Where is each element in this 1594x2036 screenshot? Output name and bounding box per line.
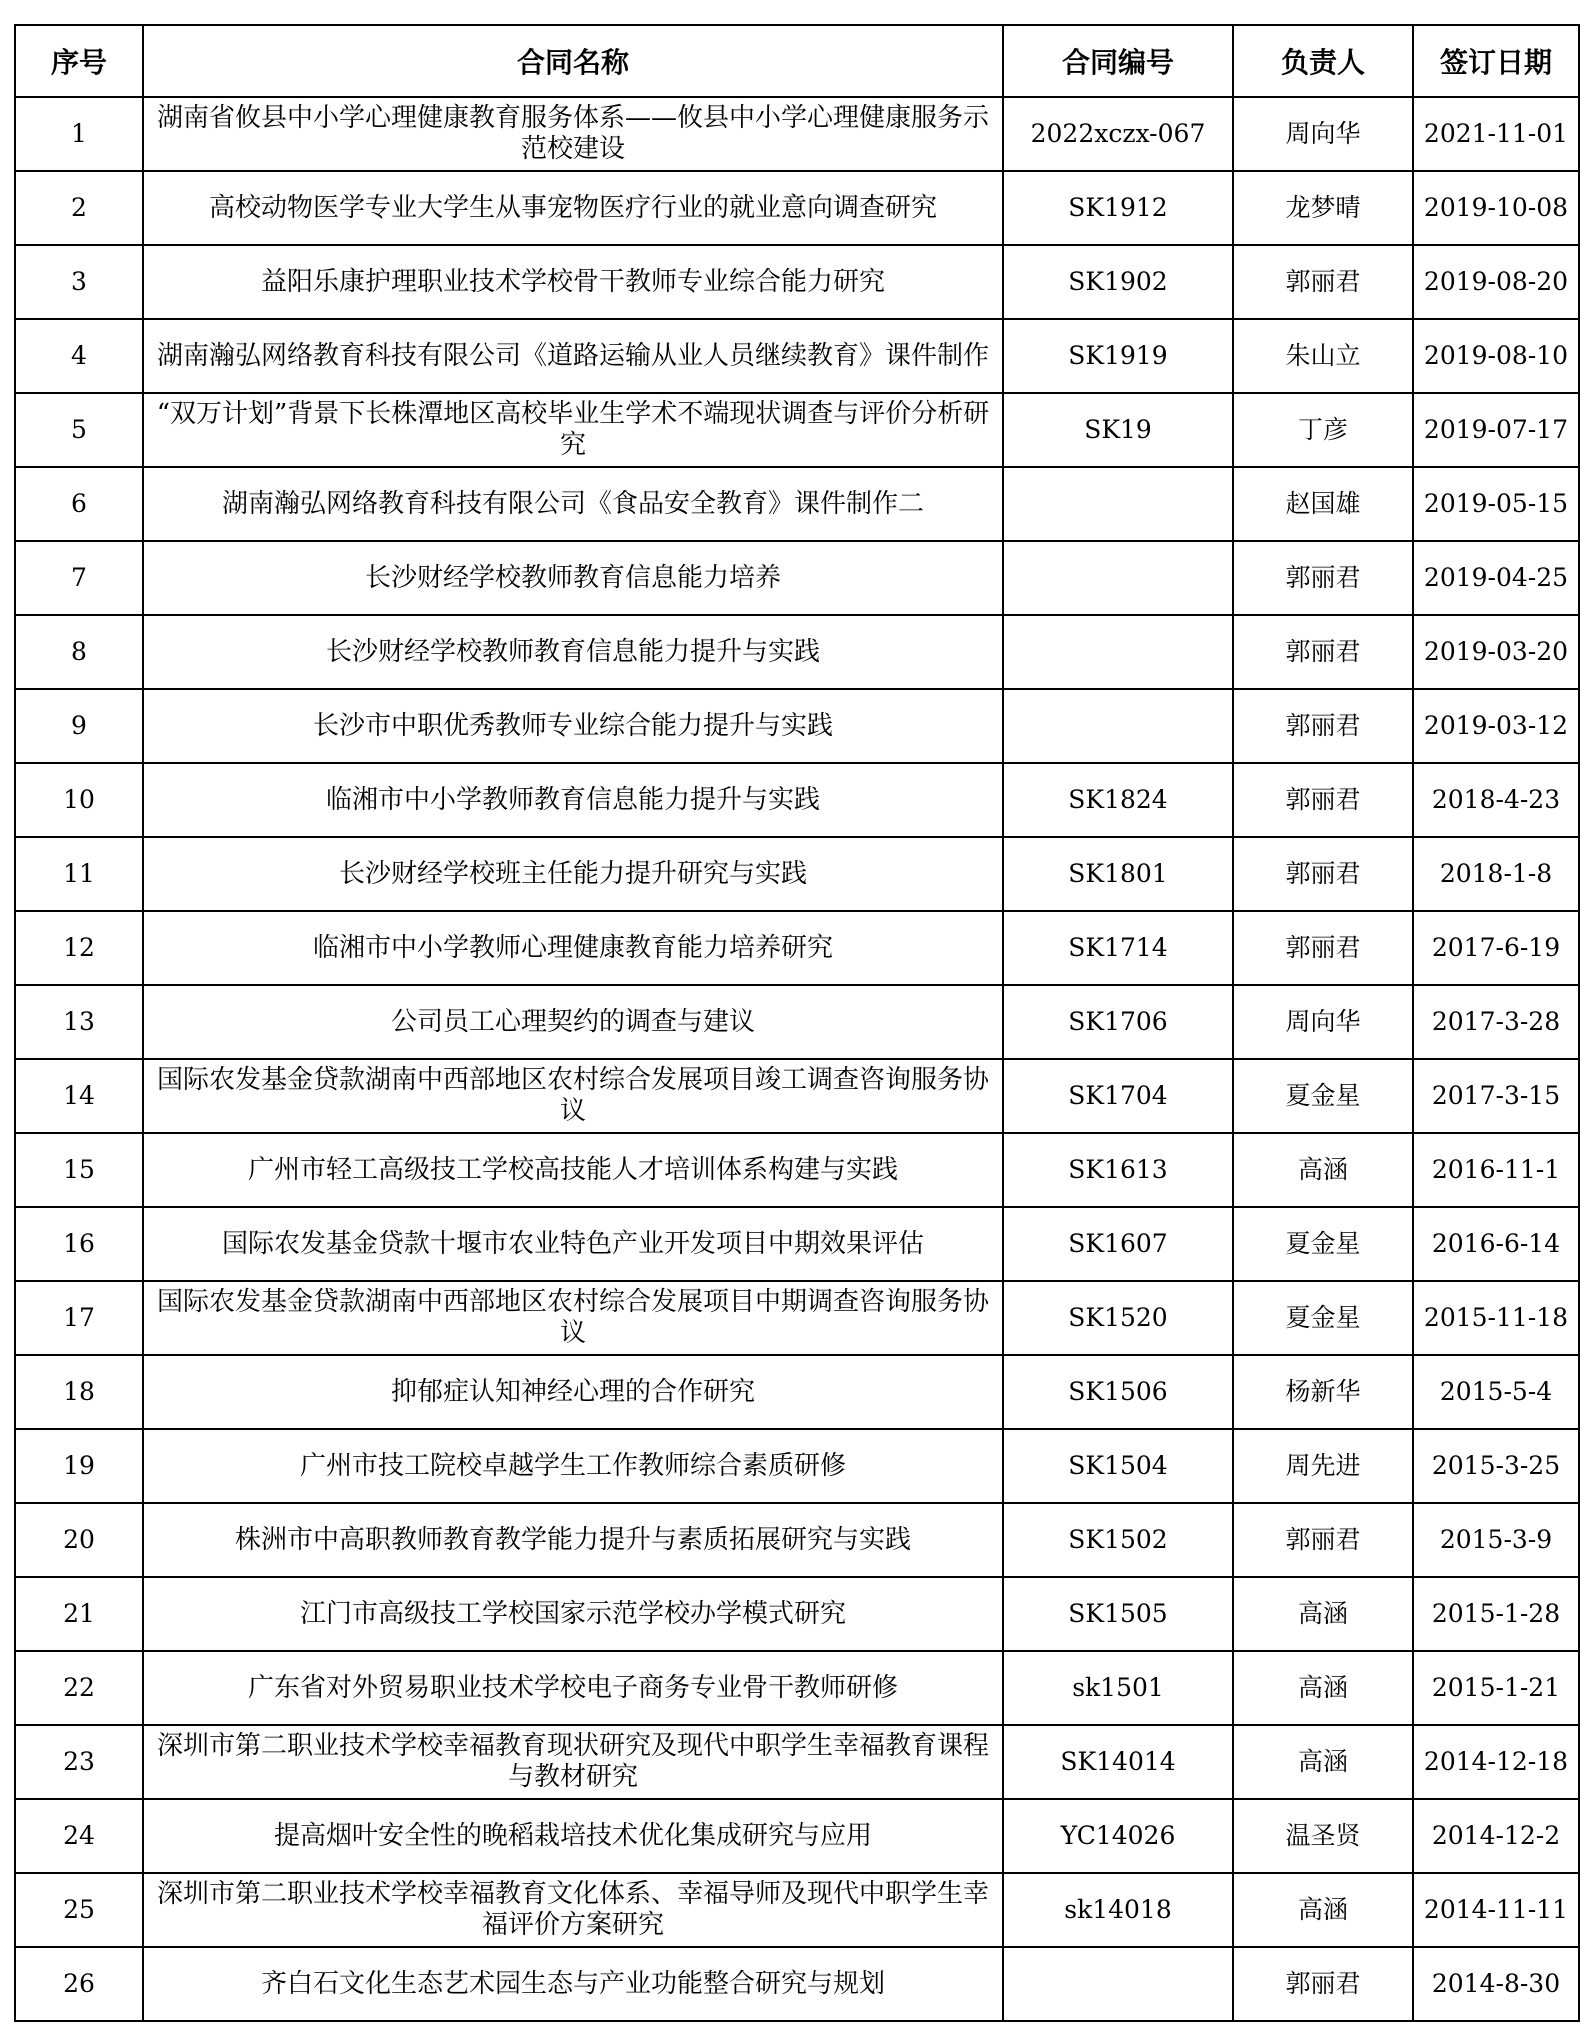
row-owner: 郭丽君: [1233, 689, 1413, 763]
row-sign-date: 2017-3-28: [1413, 985, 1579, 1059]
row-contract-number: SK14014: [1003, 1725, 1233, 1799]
table-row: [15, 1355, 1579, 1429]
row-contract-name: 湖南省攸县中小学心理健康教育服务体系——攸县中小学心理健康服务示范校建设: [143, 97, 1003, 171]
row-index: 24: [15, 1799, 143, 1873]
row-contract-number: YC14026: [1003, 1799, 1233, 1873]
row-index: 15: [15, 1133, 143, 1207]
row-owner: 郭丽君: [1233, 911, 1413, 985]
row-owner: 郭丽君: [1233, 1503, 1413, 1577]
row-contract-name: 公司员工心理契约的调查与建议: [143, 985, 1003, 1059]
table-row: [15, 615, 1579, 689]
row-owner: 朱山立: [1233, 319, 1413, 393]
row-contract-number: SK1607: [1003, 1207, 1233, 1281]
row-index: 14: [15, 1059, 143, 1133]
table-row: [15, 837, 1579, 911]
table-row: [15, 171, 1579, 245]
row-contract-name: 长沙市中职优秀教师专业综合能力提升与实践: [143, 689, 1003, 763]
row-contract-number: SK1706: [1003, 985, 1233, 1059]
row-contract-number: SK1801: [1003, 837, 1233, 911]
row-index: 17: [15, 1281, 143, 1355]
table-row: [15, 1725, 1579, 1799]
row-sign-date: 2015-1-21: [1413, 1651, 1579, 1725]
row-index: 13: [15, 985, 143, 1059]
row-contract-number: SK1520: [1003, 1281, 1233, 1355]
row-contract-name: 广东省对外贸易职业技术学校电子商务专业骨干教师研修: [143, 1651, 1003, 1725]
table-row: [15, 1429, 1579, 1503]
row-contract-number: SK1919: [1003, 319, 1233, 393]
row-owner: 温圣贤: [1233, 1799, 1413, 1873]
row-contract-number: SK1502: [1003, 1503, 1233, 1577]
row-sign-date: 2018-4-23: [1413, 763, 1579, 837]
table-row: [15, 1281, 1579, 1355]
row-contract-name: “双万计划”背景下长株潭地区高校毕业生学术不端现状调查与评价分析研究: [143, 393, 1003, 467]
table-row: [15, 1947, 1579, 2021]
row-sign-date: 2019-08-20: [1413, 245, 1579, 319]
row-owner: 赵国雄: [1233, 467, 1413, 541]
row-sign-date: 2019-05-15: [1413, 467, 1579, 541]
row-owner: 郭丽君: [1233, 245, 1413, 319]
row-contract-number: SK1505: [1003, 1577, 1233, 1651]
row-sign-date: 2016-6-14: [1413, 1207, 1579, 1281]
row-sign-date: 2015-1-28: [1413, 1577, 1579, 1651]
table-row: [15, 393, 1579, 467]
row-index: 18: [15, 1355, 143, 1429]
row-contract-number: 2022xczx-067: [1003, 97, 1233, 171]
row-index: 22: [15, 1651, 143, 1725]
header-contract-name: 合同名称: [143, 25, 1003, 97]
row-index: 7: [15, 541, 143, 615]
row-sign-date: 2021-11-01: [1413, 97, 1579, 171]
row-contract-number: [1003, 1947, 1233, 2021]
row-index: 16: [15, 1207, 143, 1281]
row-contract-number: SK1704: [1003, 1059, 1233, 1133]
table-row: [15, 911, 1579, 985]
row-contract-name: 长沙财经学校班主任能力提升研究与实践: [143, 837, 1003, 911]
row-owner: 高涵: [1233, 1133, 1413, 1207]
row-owner: 郭丽君: [1233, 615, 1413, 689]
table-row: [15, 1207, 1579, 1281]
row-sign-date: 2015-3-9: [1413, 1503, 1579, 1577]
row-index: 6: [15, 467, 143, 541]
table-row: [15, 763, 1579, 837]
row-contract-number: SK19: [1003, 393, 1233, 467]
row-contract-number: SK1902: [1003, 245, 1233, 319]
row-sign-date: 2019-04-25: [1413, 541, 1579, 615]
row-sign-date: 2019-10-08: [1413, 171, 1579, 245]
row-sign-date: 2016-11-1: [1413, 1133, 1579, 1207]
row-index: 12: [15, 911, 143, 985]
row-sign-date: 2019-07-17: [1413, 393, 1579, 467]
row-contract-name: 湖南瀚弘网络教育科技有限公司《食品安全教育》课件制作二: [143, 467, 1003, 541]
row-contract-name: 益阳乐康护理职业技术学校骨干教师专业综合能力研究: [143, 245, 1003, 319]
row-sign-date: 2018-1-8: [1413, 837, 1579, 911]
row-index: 26: [15, 1947, 143, 2021]
row-contract-name: 长沙财经学校教师教育信息能力培养: [143, 541, 1003, 615]
table-row: [15, 1799, 1579, 1873]
row-contract-number: SK1824: [1003, 763, 1233, 837]
row-contract-name: 江门市高级技工学校国家示范学校办学模式研究: [143, 1577, 1003, 1651]
row-sign-date: 2014-8-30: [1413, 1947, 1579, 2021]
row-contract-name: 广州市技工院校卓越学生工作教师综合素质研修: [143, 1429, 1003, 1503]
row-contract-name: 临湘市中小学教师心理健康教育能力培养研究: [143, 911, 1003, 985]
contract-table: [14, 24, 1580, 2022]
row-contract-name: 高校动物医学专业大学生从事宠物医疗行业的就业意向调查研究: [143, 171, 1003, 245]
row-sign-date: 2019-03-20: [1413, 615, 1579, 689]
table-body: [15, 97, 1579, 2021]
row-owner: 高涵: [1233, 1577, 1413, 1651]
row-contract-name: 齐白石文化生态艺术园生态与产业功能整合研究与规划: [143, 1947, 1003, 2021]
row-sign-date: 2014-11-11: [1413, 1873, 1579, 1947]
table-row: [15, 1873, 1579, 1947]
row-index: 4: [15, 319, 143, 393]
row-contract-name: 长沙财经学校教师教育信息能力提升与实践: [143, 615, 1003, 689]
row-contract-name: 深圳市第二职业技术学校幸福教育文化体系、幸福导师及现代中职学生幸福评价方案研究: [143, 1873, 1003, 1947]
row-owner: 高涵: [1233, 1651, 1413, 1725]
header-contract-number: 合同编号: [1003, 25, 1233, 97]
row-index: 9: [15, 689, 143, 763]
row-index: 10: [15, 763, 143, 837]
table-row: [15, 1651, 1579, 1725]
row-owner: 杨新华: [1233, 1355, 1413, 1429]
row-sign-date: 2019-03-12: [1413, 689, 1579, 763]
row-sign-date: 2014-12-18: [1413, 1725, 1579, 1799]
row-index: 8: [15, 615, 143, 689]
row-index: 3: [15, 245, 143, 319]
row-contract-name: 深圳市第二职业技术学校幸福教育现状研究及现代中职学生幸福教育课程与教材研究: [143, 1725, 1003, 1799]
table-row: [15, 1503, 1579, 1577]
table-row: [15, 319, 1579, 393]
row-owner: 郭丽君: [1233, 763, 1413, 837]
row-contract-name: 临湘市中小学教师教育信息能力提升与实践: [143, 763, 1003, 837]
row-contract-name: 广州市轻工高级技工学校高技能人才培训体系构建与实践: [143, 1133, 1003, 1207]
header-owner: 负责人: [1233, 25, 1413, 97]
row-index: 5: [15, 393, 143, 467]
row-contract-number: sk14018: [1003, 1873, 1233, 1947]
row-contract-name: 国际农发基金贷款十堰市农业特色产业开发项目中期效果评估: [143, 1207, 1003, 1281]
row-sign-date: 2017-3-15: [1413, 1059, 1579, 1133]
row-contract-name: 国际农发基金贷款湖南中西部地区农村综合发展项目竣工调查咨询服务协议: [143, 1059, 1003, 1133]
row-contract-name: 国际农发基金贷款湖南中西部地区农村综合发展项目中期调查咨询服务协议: [143, 1281, 1003, 1355]
row-owner: 高涵: [1233, 1873, 1413, 1947]
row-owner: 龙梦晴: [1233, 171, 1413, 245]
row-owner: 周向华: [1233, 985, 1413, 1059]
row-contract-number: SK1613: [1003, 1133, 1233, 1207]
row-contract-number: [1003, 615, 1233, 689]
row-contract-name: 株洲市中高职教师教育教学能力提升与素质拓展研究与实践: [143, 1503, 1003, 1577]
table-row: [15, 985, 1579, 1059]
row-sign-date: 2014-12-2: [1413, 1799, 1579, 1873]
row-sign-date: 2015-11-18: [1413, 1281, 1579, 1355]
row-contract-name: 抑郁症认知神经心理的合作研究: [143, 1355, 1003, 1429]
row-index: 11: [15, 837, 143, 911]
row-index: 1: [15, 97, 143, 171]
header-index: 序号: [15, 25, 143, 97]
row-contract-number: [1003, 689, 1233, 763]
table-header-row: [15, 25, 1579, 97]
row-index: 23: [15, 1725, 143, 1799]
row-owner: 周先进: [1233, 1429, 1413, 1503]
row-sign-date: 2015-3-25: [1413, 1429, 1579, 1503]
row-sign-date: 2019-08-10: [1413, 319, 1579, 393]
row-contract-number: SK1506: [1003, 1355, 1233, 1429]
row-index: 21: [15, 1577, 143, 1651]
row-owner: 丁彦: [1233, 393, 1413, 467]
table-row: [15, 1059, 1579, 1133]
row-contract-name: 提高烟叶安全性的晚稻栽培技术优化集成研究与应用: [143, 1799, 1003, 1873]
row-owner: 郭丽君: [1233, 837, 1413, 911]
row-index: 25: [15, 1873, 143, 1947]
row-owner: 夏金星: [1233, 1207, 1413, 1281]
table-row: [15, 97, 1579, 171]
header-sign-date: 签订日期: [1413, 25, 1579, 97]
row-owner: 高涵: [1233, 1725, 1413, 1799]
row-contract-name: 湖南瀚弘网络教育科技有限公司《道路运输从业人员继续教育》课件制作: [143, 319, 1003, 393]
row-contract-number: [1003, 541, 1233, 615]
row-owner: 郭丽君: [1233, 541, 1413, 615]
table-row: [15, 541, 1579, 615]
row-sign-date: 2017-6-19: [1413, 911, 1579, 985]
row-sign-date: 2015-5-4: [1413, 1355, 1579, 1429]
table-row: [15, 1133, 1579, 1207]
row-index: 19: [15, 1429, 143, 1503]
table-row: [15, 467, 1579, 541]
row-owner: 夏金星: [1233, 1281, 1413, 1355]
row-owner: 郭丽君: [1233, 1947, 1413, 2021]
row-contract-number: [1003, 467, 1233, 541]
row-owner: 周向华: [1233, 97, 1413, 171]
row-index: 20: [15, 1503, 143, 1577]
row-owner: 夏金星: [1233, 1059, 1413, 1133]
table-row: [15, 245, 1579, 319]
row-contract-number: sk1501: [1003, 1651, 1233, 1725]
table-row: [15, 689, 1579, 763]
row-contract-number: SK1714: [1003, 911, 1233, 985]
row-index: 2: [15, 171, 143, 245]
table-row: [15, 1577, 1579, 1651]
row-contract-number: SK1504: [1003, 1429, 1233, 1503]
row-contract-number: SK1912: [1003, 171, 1233, 245]
